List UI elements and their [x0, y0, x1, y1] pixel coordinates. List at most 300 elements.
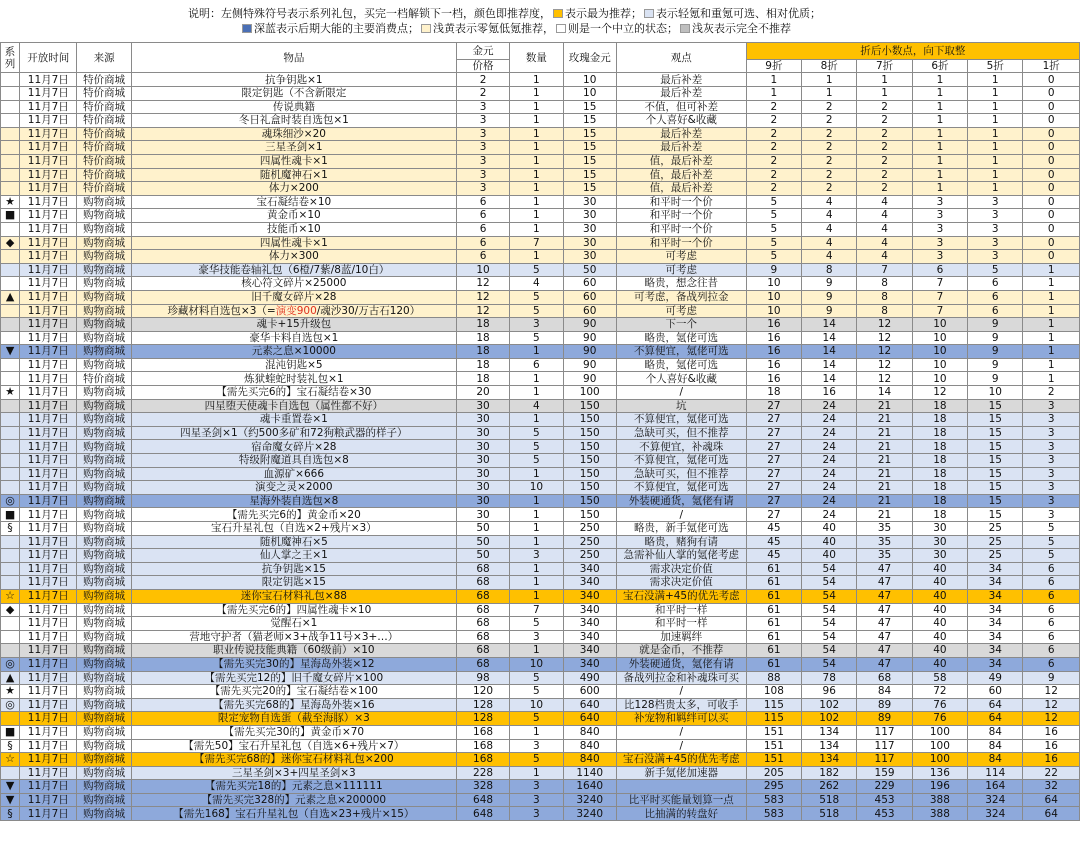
discount-cell: 1	[912, 114, 967, 128]
header-qty: 数量	[510, 43, 563, 73]
view-cell: 不算便宜，氪佬可选	[616, 454, 746, 468]
open-time-cell: 11月7日	[20, 440, 77, 454]
discount-cell: 18	[746, 386, 801, 400]
open-time-cell: 11月7日	[20, 644, 77, 658]
discount-cell: 34	[968, 603, 1023, 617]
discount-cell: 8	[857, 304, 912, 318]
item-cell: 旧千魔女碎片×28	[131, 290, 456, 304]
price-cell: 6	[456, 195, 509, 209]
header-discount: 5折	[968, 60, 1023, 73]
qty-cell: 7	[510, 236, 563, 250]
discount-cell: 21	[857, 413, 912, 427]
table-row	[1, 195, 1080, 209]
table-row	[1, 168, 1080, 182]
series-symbol: ★	[1, 386, 20, 400]
source-cell: 购物商城	[77, 304, 131, 318]
header-rose-gold: 玫瑰金元	[563, 43, 616, 73]
rose-gold-cell: 640	[563, 698, 616, 712]
rose-gold-cell: 490	[563, 671, 616, 685]
source-cell: 购物商城	[77, 413, 131, 427]
discount-cell: 7	[912, 290, 967, 304]
open-time-cell: 11月7日	[20, 793, 77, 807]
qty-cell: 10	[510, 698, 563, 712]
table-row	[1, 222, 1080, 236]
discount-cell: 1	[912, 127, 967, 141]
discount-cell: 21	[857, 467, 912, 481]
series-symbol	[1, 399, 20, 413]
series-symbol	[1, 644, 20, 658]
table-row	[1, 467, 1080, 481]
table-row	[1, 290, 1080, 304]
discount-cell: 16	[746, 372, 801, 386]
discount-cell: 72	[912, 685, 967, 699]
rose-gold-cell: 60	[563, 290, 616, 304]
discount-cell: 182	[802, 766, 857, 780]
discount-cell: 18	[912, 494, 967, 508]
discount-cell: 4	[802, 236, 857, 250]
series-symbol	[1, 766, 20, 780]
price-cell: 3	[456, 114, 509, 128]
discount-cell: 15	[968, 454, 1023, 468]
view-cell: 个人喜好&收藏	[616, 114, 746, 128]
qty-cell: 5	[510, 685, 563, 699]
discount-cell: 4	[802, 195, 857, 209]
discount-cell: 9	[802, 290, 857, 304]
discount-cell: 4	[857, 209, 912, 223]
discount-cell: 3	[968, 195, 1023, 209]
view-cell: 可考虑，备战列拉金	[616, 290, 746, 304]
discount-cell: 9	[968, 358, 1023, 372]
item-text: /魂沙30/万古石120）	[316, 304, 421, 317]
discount-cell: 21	[857, 508, 912, 522]
qty-cell: 1	[510, 644, 563, 658]
source-cell: 购物商城	[77, 236, 131, 250]
price-cell: 648	[456, 793, 509, 807]
source-cell: 购物商城	[77, 589, 131, 603]
discount-cell: 16	[746, 358, 801, 372]
discount-cell: 2	[857, 141, 912, 155]
price-cell: 68	[456, 630, 509, 644]
series-symbol	[1, 481, 20, 495]
price-cell: 18	[456, 318, 509, 332]
discount-cell: 32	[1023, 780, 1080, 794]
discount-cell: 10	[912, 318, 967, 332]
rose-gold-cell: 90	[563, 331, 616, 345]
price-table	[0, 42, 1080, 821]
view-cell: 下一个	[616, 318, 746, 332]
discount-cell: 40	[912, 617, 967, 631]
series-symbol: ▼	[1, 780, 20, 794]
qty-cell: 1	[510, 725, 563, 739]
discount-cell: 10	[746, 277, 801, 291]
discount-cell: 2	[802, 182, 857, 196]
open-time-cell: 11月7日	[20, 494, 77, 508]
source-cell: 购物商城	[77, 386, 131, 400]
item-cell: 技能币×10	[131, 222, 456, 236]
discount-cell: 45	[746, 535, 801, 549]
qty-cell: 3	[510, 793, 563, 807]
discount-cell: 0	[1023, 182, 1080, 196]
source-cell: 购物商城	[77, 766, 131, 780]
rose-gold-cell: 10	[563, 87, 616, 101]
qty-cell: 1	[510, 182, 563, 196]
source-cell: 购物商城	[77, 657, 131, 671]
item-highlight-text: 演变900	[275, 304, 317, 317]
view-cell: /	[616, 386, 746, 400]
header-discount: 9折	[746, 60, 801, 73]
discount-cell: 24	[802, 413, 857, 427]
discount-cell: 151	[746, 739, 801, 753]
discount-cell: 0	[1023, 209, 1080, 223]
discount-cell: 6	[1023, 576, 1080, 590]
discount-cell: 12	[857, 318, 912, 332]
gray-swatch	[680, 24, 690, 33]
discount-cell: 27	[746, 494, 801, 508]
price-cell: 20	[456, 386, 509, 400]
discount-cell: 27	[746, 413, 801, 427]
discount-cell: 117	[857, 725, 912, 739]
discount-cell: 24	[802, 399, 857, 413]
qty-cell: 1	[510, 467, 563, 481]
table-row	[1, 454, 1080, 468]
table-row	[1, 399, 1080, 413]
price-cell: 10	[456, 263, 509, 277]
item-cell: 豪华卡料自选包×1	[131, 331, 456, 345]
discount-cell: 40	[802, 522, 857, 536]
source-cell: 购物商城	[77, 644, 131, 658]
discount-cell: 96	[802, 685, 857, 699]
price-cell: 12	[456, 290, 509, 304]
open-time-cell: 11月7日	[20, 780, 77, 794]
source-cell: 购物商城	[77, 562, 131, 576]
view-cell: 宝石没满+45的优先考虑	[616, 753, 746, 767]
price-cell: 30	[456, 508, 509, 522]
discount-cell: 2	[746, 100, 801, 114]
price-cell: 168	[456, 739, 509, 753]
discount-cell: 64	[1023, 793, 1080, 807]
discount-cell: 21	[857, 481, 912, 495]
discount-cell: 34	[968, 644, 1023, 658]
discount-cell: 3	[1023, 508, 1080, 522]
view-cell: 不值，但可补差	[616, 100, 746, 114]
discount-cell: 1	[1023, 345, 1080, 359]
open-time-cell: 11月7日	[20, 236, 77, 250]
discount-cell: 4	[802, 222, 857, 236]
series-symbol	[1, 73, 20, 87]
open-time-cell: 11月7日	[20, 372, 77, 386]
discount-cell: 3	[1023, 399, 1080, 413]
source-cell: 特价商城	[77, 154, 131, 168]
discount-cell: 61	[746, 576, 801, 590]
item-cell: 四星堕天使魂卡自选包（属性都不好）	[131, 399, 456, 413]
open-time-cell: 11月7日	[20, 766, 77, 780]
view-cell: 急缺可买，但不推荐	[616, 467, 746, 481]
discount-cell: 76	[912, 698, 967, 712]
discount-cell: 134	[802, 725, 857, 739]
discount-cell: 61	[746, 630, 801, 644]
rose-gold-cell: 150	[563, 467, 616, 481]
source-cell: 购物商城	[77, 358, 131, 372]
source-cell: 特价商城	[77, 141, 131, 155]
discount-cell: 18	[912, 399, 967, 413]
discount-cell: 10	[968, 386, 1023, 400]
open-time-cell: 11月7日	[20, 73, 77, 87]
price-cell: 30	[456, 494, 509, 508]
item-cell: 宝石凝结卷×10	[131, 195, 456, 209]
item-cell: 【需先买完12的】旧千魔女碎片×100	[131, 671, 456, 685]
open-time-cell: 11月7日	[20, 522, 77, 536]
source-cell: 购物商城	[77, 331, 131, 345]
discount-cell: 45	[746, 549, 801, 563]
item-cell: 抗争钥匙×1	[131, 73, 456, 87]
qty-cell: 1	[510, 250, 563, 264]
discount-cell: 5	[746, 236, 801, 250]
price-cell: 30	[456, 413, 509, 427]
discount-cell: 0	[1023, 154, 1080, 168]
discount-cell: 64	[968, 698, 1023, 712]
table-row	[1, 318, 1080, 332]
series-symbol	[1, 562, 20, 576]
item-cell: 体力×300	[131, 250, 456, 264]
table-row	[1, 386, 1080, 400]
qty-cell: 1	[510, 386, 563, 400]
item-cell: 黄金币×10	[131, 209, 456, 223]
discount-cell: 24	[802, 440, 857, 454]
open-time-cell: 11月7日	[20, 331, 77, 345]
view-cell: 比128档贵太多，可收手	[616, 698, 746, 712]
discount-cell: 15	[968, 399, 1023, 413]
discount-cell: 16	[746, 345, 801, 359]
series-symbol: ☆	[1, 589, 20, 603]
item-cell: 炼狱蝰蛇时装礼包×1	[131, 372, 456, 386]
view-cell: 加速羁绊	[616, 630, 746, 644]
rose-gold-cell: 15	[563, 114, 616, 128]
qty-cell: 1	[510, 87, 563, 101]
discount-cell: 9	[1023, 671, 1080, 685]
header-discount: 7折	[857, 60, 912, 73]
discount-cell: 24	[802, 426, 857, 440]
table-row	[1, 793, 1080, 807]
price-cell: 6	[456, 209, 509, 223]
legend-text: 则是一个中立的状态；	[568, 22, 678, 35]
open-time-cell: 11月7日	[20, 141, 77, 155]
rose-gold-cell: 150	[563, 399, 616, 413]
series-symbol	[1, 440, 20, 454]
discount-cell: 3	[1023, 467, 1080, 481]
discount-cell: 1	[1023, 372, 1080, 386]
open-time-cell: 11月7日	[20, 549, 77, 563]
qty-cell: 3	[510, 318, 563, 332]
discount-cell: 9	[968, 345, 1023, 359]
discount-cell: 10	[912, 331, 967, 345]
table-row	[1, 141, 1080, 155]
rose-gold-cell: 3240	[563, 793, 616, 807]
discount-cell: 88	[746, 671, 801, 685]
item-cell: 宝石升星礼包（自选×2+残片×3）	[131, 522, 456, 536]
discount-cell: 15	[968, 481, 1023, 495]
qty-cell: 1	[510, 114, 563, 128]
rose-gold-cell: 250	[563, 522, 616, 536]
discount-cell: 18	[912, 426, 967, 440]
table-row	[1, 535, 1080, 549]
table-row	[1, 617, 1080, 631]
price-cell: 68	[456, 657, 509, 671]
open-time-cell: 11月7日	[20, 263, 77, 277]
price-cell: 128	[456, 712, 509, 726]
source-cell: 特价商城	[77, 168, 131, 182]
discount-cell: 14	[802, 358, 857, 372]
source-cell: 购物商城	[77, 698, 131, 712]
view-cell: 和平时一个价	[616, 209, 746, 223]
series-symbol	[1, 358, 20, 372]
source-cell: 购物商城	[77, 630, 131, 644]
view-cell: 和平时一个价	[616, 236, 746, 250]
discount-cell: 583	[746, 793, 801, 807]
source-cell: 购物商城	[77, 426, 131, 440]
item-cell: 随机魔神石×1	[131, 168, 456, 182]
source-cell: 购物商城	[77, 277, 131, 291]
source-cell: 购物商城	[77, 617, 131, 631]
discount-cell: 14	[802, 345, 857, 359]
item-cell: 随机魔神石×5	[131, 535, 456, 549]
qty-cell: 1	[510, 589, 563, 603]
view-cell: 外装硬通货，氪佬有请	[616, 494, 746, 508]
price-cell: 18	[456, 372, 509, 386]
discount-cell: 388	[912, 807, 967, 821]
source-cell: 购物商城	[77, 712, 131, 726]
discount-cell: 4	[857, 195, 912, 209]
series-symbol	[1, 141, 20, 155]
view-cell: /	[616, 508, 746, 522]
open-time-cell: 11月7日	[20, 576, 77, 590]
discount-cell: 196	[912, 780, 967, 794]
discount-cell: 54	[802, 576, 857, 590]
discount-cell: 2	[746, 182, 801, 196]
source-cell: 购物商城	[77, 780, 131, 794]
table-body	[1, 73, 1080, 821]
table-row	[1, 87, 1080, 101]
rose-gold-cell: 150	[563, 454, 616, 468]
open-time-cell: 11月7日	[20, 168, 77, 182]
series-symbol: ★	[1, 195, 20, 209]
series-symbol	[1, 222, 20, 236]
open-time-cell: 11月7日	[20, 127, 77, 141]
discount-cell: 12	[857, 331, 912, 345]
source-cell: 购物商城	[77, 739, 131, 753]
source-cell: 购物商城	[77, 725, 131, 739]
source-cell: 购物商城	[77, 603, 131, 617]
source-cell: 特价商城	[77, 87, 131, 101]
discount-cell: 16	[746, 331, 801, 345]
discount-cell: 1	[1023, 263, 1080, 277]
discount-cell: 583	[746, 807, 801, 821]
view-cell: 比抽满的转盘好	[616, 807, 746, 821]
discount-cell: 12	[1023, 685, 1080, 699]
discount-cell: 14	[857, 386, 912, 400]
item-cell: 【需先买完68的】星海岛外装×16	[131, 698, 456, 712]
qty-cell: 5	[510, 426, 563, 440]
source-cell: 购物商城	[77, 508, 131, 522]
discount-cell: 16	[802, 386, 857, 400]
discount-cell: 40	[912, 657, 967, 671]
source-cell: 购物商城	[77, 522, 131, 536]
discount-cell: 0	[1023, 141, 1080, 155]
discount-cell: 10	[912, 372, 967, 386]
series-symbol: §	[1, 522, 20, 536]
discount-cell: 7	[912, 277, 967, 291]
discount-cell: 134	[802, 753, 857, 767]
series-symbol	[1, 168, 20, 182]
qty-cell: 1	[510, 127, 563, 141]
qty-cell: 5	[510, 617, 563, 631]
discount-cell: 0	[1023, 195, 1080, 209]
discount-cell: 64	[1023, 807, 1080, 821]
discount-cell: 16	[1023, 725, 1080, 739]
discount-cell: 40	[912, 603, 967, 617]
open-time-cell: 11月7日	[20, 481, 77, 495]
price-cell: 50	[456, 522, 509, 536]
source-cell: 特价商城	[77, 73, 131, 87]
open-time-cell: 11月7日	[20, 467, 77, 481]
discount-cell: 2	[802, 168, 857, 182]
view-cell: /	[616, 685, 746, 699]
open-time-cell: 11月7日	[20, 508, 77, 522]
series-symbol	[1, 318, 20, 332]
discount-cell: 1	[746, 87, 801, 101]
rose-gold-cell: 150	[563, 413, 616, 427]
discount-cell: 1	[857, 87, 912, 101]
item-cell: 仙人掌之王×1	[131, 549, 456, 563]
price-cell: 30	[456, 467, 509, 481]
item-cell: 星海外装自选包×8	[131, 494, 456, 508]
discount-cell: 1	[968, 87, 1023, 101]
discount-cell: 117	[857, 753, 912, 767]
discount-cell: 24	[802, 454, 857, 468]
header-discount: 8折	[802, 60, 857, 73]
discount-cell: 1	[912, 73, 967, 87]
view-cell: 备战列拉金和补魂珠可买	[616, 671, 746, 685]
discount-cell: 61	[746, 644, 801, 658]
discount-cell: 3	[1023, 426, 1080, 440]
view-cell: 略贵，想念往昔	[616, 277, 746, 291]
price-cell: 30	[456, 454, 509, 468]
discount-cell: 1	[802, 87, 857, 101]
discount-cell: 136	[912, 766, 967, 780]
table-row	[1, 549, 1080, 563]
discount-cell: 0	[1023, 114, 1080, 128]
series-symbol	[1, 426, 20, 440]
table-row	[1, 426, 1080, 440]
discount-cell: 30	[912, 535, 967, 549]
item-cell: 宿命魔女碎片×28	[131, 440, 456, 454]
discount-cell: 47	[857, 562, 912, 576]
white-swatch	[556, 24, 566, 33]
item-cell: 混沌钥匙×5	[131, 358, 456, 372]
table-row	[1, 562, 1080, 576]
price-cell: 30	[456, 399, 509, 413]
discount-cell: 40	[912, 562, 967, 576]
open-time-cell: 11月7日	[20, 657, 77, 671]
discount-cell: 54	[802, 617, 857, 631]
discount-cell: 7	[912, 304, 967, 318]
view-cell: 可考虑	[616, 263, 746, 277]
source-cell: 购物商城	[77, 671, 131, 685]
source-cell: 购物商城	[77, 576, 131, 590]
table-row	[1, 494, 1080, 508]
discount-cell: 10	[746, 290, 801, 304]
discount-cell: 0	[1023, 250, 1080, 264]
rose-gold-cell: 150	[563, 481, 616, 495]
